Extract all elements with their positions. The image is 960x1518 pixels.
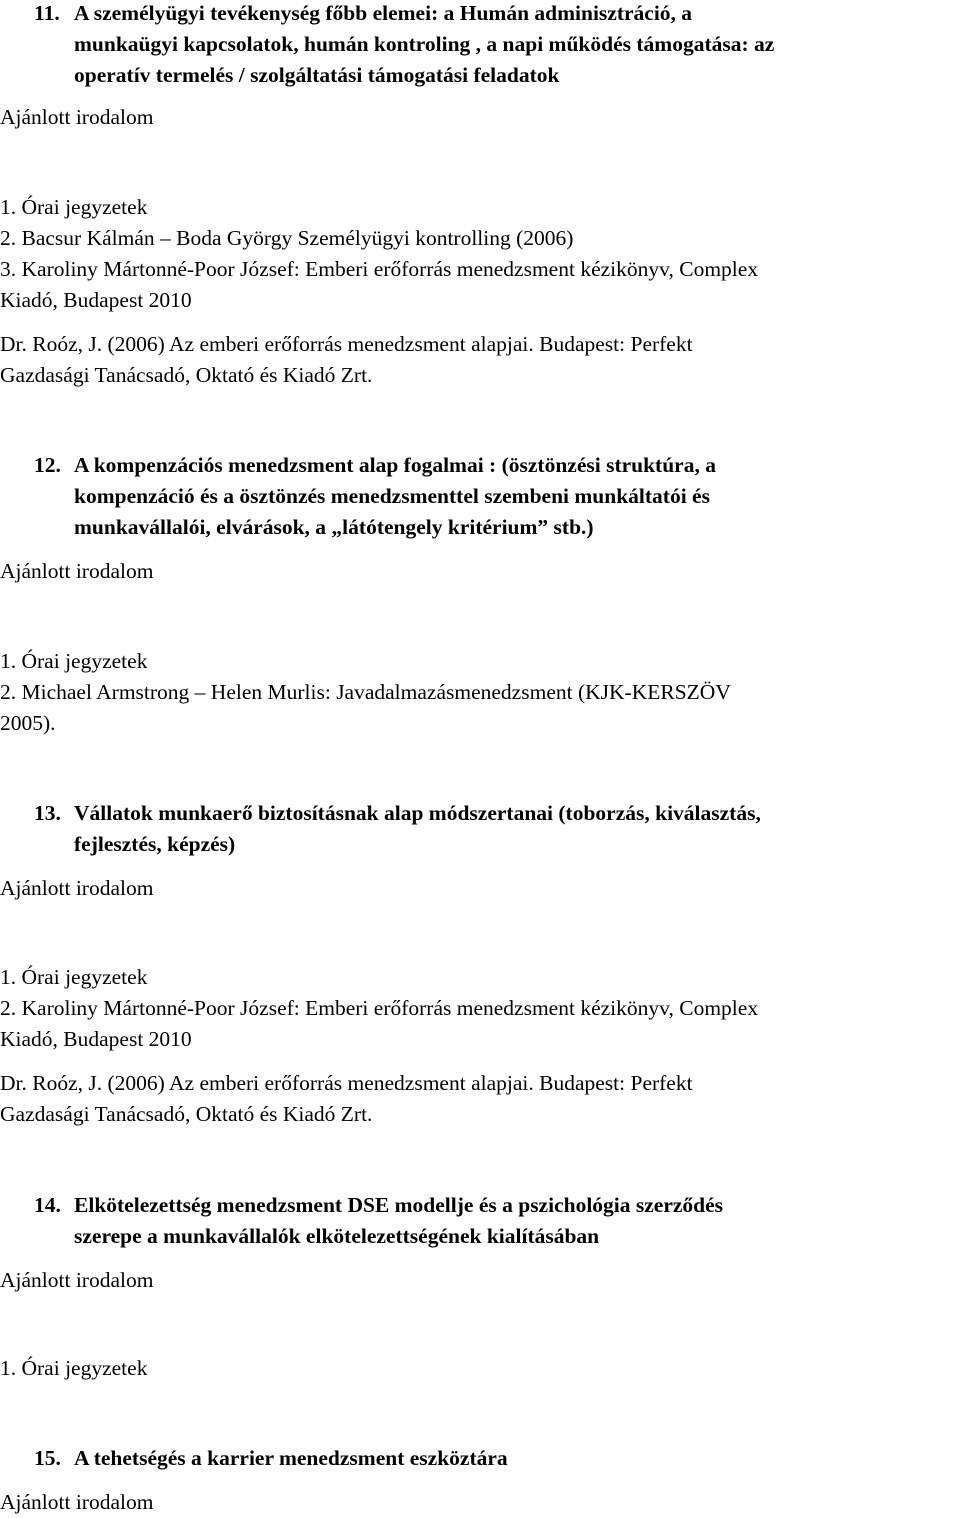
recommended-literature-label: Ajánlott irodalom	[0, 876, 154, 900]
section-number: 14.	[34, 1193, 61, 1217]
section-title-line: Vállatok munkaerő biztosításnak alap módszertanai (toborzás, kiválasztás,	[74, 801, 761, 825]
reference-line: Dr. Roóz, J. (2006) Az emberi erőforrás menedzsment alapjai. Budapest: Perfekt	[0, 332, 693, 356]
reference-line: Gazdasági Tanácsadó, Oktató és Kiadó Zrt.	[0, 1102, 373, 1126]
reference-line: 1. Órai jegyzetek	[0, 649, 148, 673]
reference-line: 2005).	[0, 711, 56, 735]
section-title-line: munkaügyi kapcsolatok, humán kontroling , a napi működés támogatása: az	[74, 32, 775, 56]
recommended-literature-label: Ajánlott irodalom	[0, 1268, 154, 1292]
section-title-line: kompenzáció és a ösztönzés menedzsmenttel szembeni munkáltatói és	[74, 484, 710, 508]
section-title-line: Elkötelezettség menedzsment DSE modellje és a pszichológia szerződés	[74, 1193, 724, 1217]
recommended-literature-label: Ajánlott irodalom	[0, 105, 154, 129]
section-number: 13.	[34, 801, 61, 825]
section-title-line: A kompenzációs menedzsment alap fogalmai : (ösztönzési struktúra, a	[74, 453, 716, 477]
section-number: 15.	[34, 1446, 61, 1470]
reference-line: 1. Órai jegyzetek	[0, 195, 148, 219]
reference-line: Dr. Roóz, J. (2006) Az emberi erőforrás menedzsment alapjai. Budapest: Perfekt	[0, 1071, 693, 1095]
section-14-heading	[0, 1190, 955, 1252]
reference-line: 3. Karoliny Mártonné-Poor József: Emberi erőforrás menedzsment kézikönyv, Complex	[0, 257, 759, 281]
reference-line: 2. Karoliny Mártonné-Poor József: Emberi erőforrás menedzsment kézikönyv, Complex	[0, 996, 759, 1020]
reference-line: 2. Bacsur Kálmán – Boda György Személyügyi kontrolling (2006)	[0, 226, 574, 250]
section-number: 11.	[34, 1, 60, 25]
recommended-literature-label: Ajánlott irodalom	[0, 1490, 154, 1514]
section-12-heading	[0, 450, 955, 543]
reference-line: Kiadó, Budapest 2010	[0, 1027, 192, 1051]
section-15-heading	[0, 1443, 955, 1474]
section-title-line: A személyügyi tevékenység főbb elemei: a Humán adminisztráció, a	[74, 1, 693, 25]
section-title-line: munkavállalói, elvárások, a „látótengely kritérium” stb.)	[74, 515, 594, 539]
reference-line: Gazdasági Tanácsadó, Oktató és Kiadó Zrt.	[0, 363, 373, 387]
section-title-line: szerepe a munkavállalók elkötelezettségének kialításában	[74, 1224, 600, 1248]
section-13-heading	[0, 798, 955, 860]
section-number: 12.	[34, 453, 61, 477]
section-title-line: A tehetségés a karrier menedzsment eszköztára	[74, 1446, 508, 1470]
section-11-heading	[0, 0, 955, 91]
section-title-line: fejlesztés, képzés)	[74, 832, 236, 856]
reference-line: 1. Órai jegyzetek	[0, 965, 148, 989]
reference-line: 2. Michael Armstrong – Helen Murlis: Javadalmazásmenedzsment (KJK-KERSZÖV	[0, 680, 731, 704]
reference-line: 1. Órai jegyzetek	[0, 1356, 148, 1380]
recommended-literature-label: Ajánlott irodalom	[0, 559, 154, 583]
section-title-line: operatív termelés / szolgáltatási támogatási feladatok	[74, 63, 560, 87]
reference-line: Kiadó, Budapest 2010	[0, 288, 192, 312]
